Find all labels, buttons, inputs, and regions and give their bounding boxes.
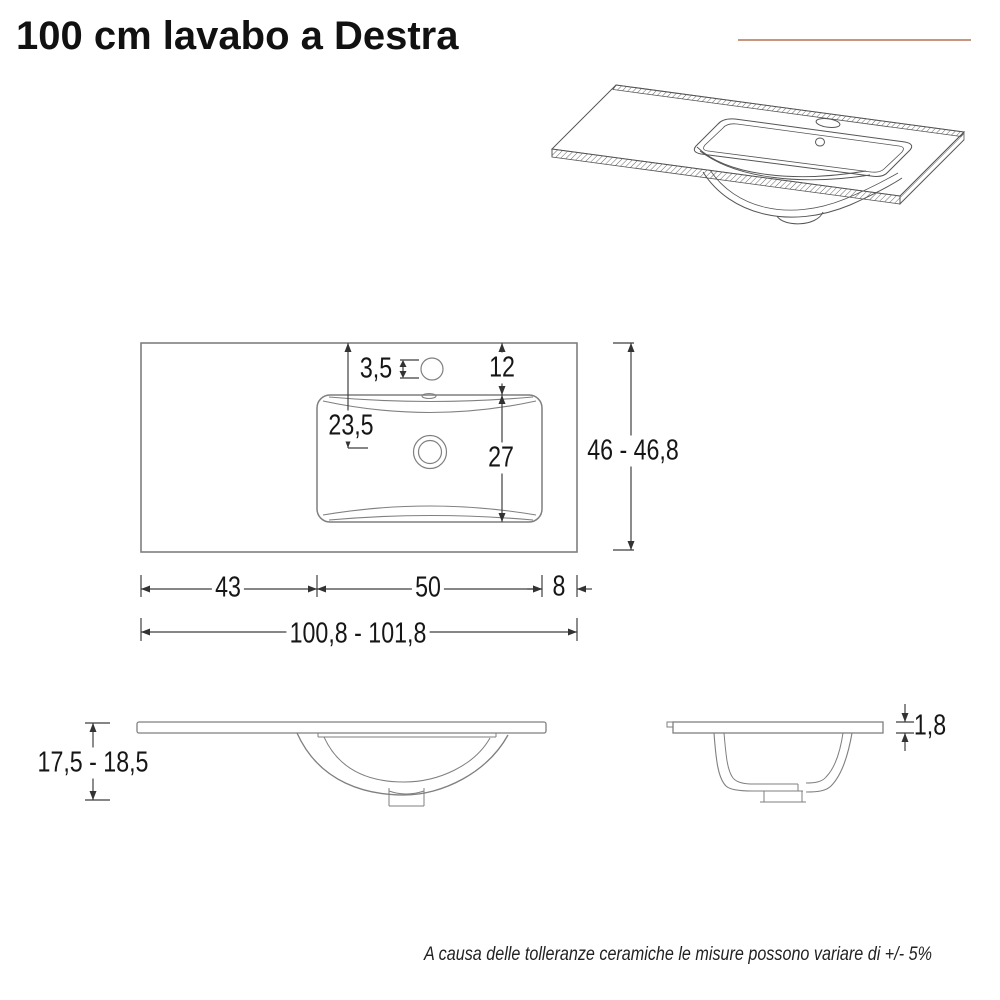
dim-label-rim-to-drain: 23,5	[325, 411, 377, 442]
dim-label-faucet-hole: 3,5	[357, 354, 396, 385]
side-bowl-right-wall	[806, 733, 852, 792]
drain-stub-3d	[777, 212, 823, 224]
overflow-hole-3d	[816, 138, 825, 146]
slab-right-edge	[900, 132, 964, 204]
front-bowl-inner	[324, 737, 490, 782]
page-title: 100 cm lavabo a Destra	[16, 14, 459, 58]
dim-label-overall-width: 100,8 - 101,8	[286, 619, 429, 650]
dim-label-right-offset: 8	[549, 572, 568, 603]
dim-label-top-thickness: 1,8	[913, 709, 947, 742]
tolerance-note: A causa delle tolleranze ceramiche le misure possono variare di +/- 5%	[424, 944, 932, 965]
side-drain-stub	[752, 791, 806, 802]
slab-back-edge	[613, 85, 964, 137]
plan-drain-inner	[419, 441, 442, 464]
dim-label-basin-width: 50	[412, 573, 444, 604]
perspective-view	[552, 85, 964, 224]
dim-label-basin-length: 27	[485, 443, 517, 474]
front-slab	[137, 722, 546, 733]
plan-faucet-hole	[421, 358, 443, 380]
dim-label-rim-to-basin: 12	[486, 353, 518, 384]
front-drain-stub	[389, 788, 424, 806]
basin-recess-rim	[694, 119, 911, 177]
dim-label-left-offset: 43	[212, 573, 244, 604]
dim-label-depth-range: 46 - 46,8	[584, 436, 682, 467]
front-view	[137, 722, 546, 806]
side-view	[667, 722, 883, 802]
dim-label-front-height: 17,5 - 18,5	[34, 748, 151, 779]
front-bowl-outer	[297, 733, 508, 795]
side-slab	[673, 722, 883, 733]
